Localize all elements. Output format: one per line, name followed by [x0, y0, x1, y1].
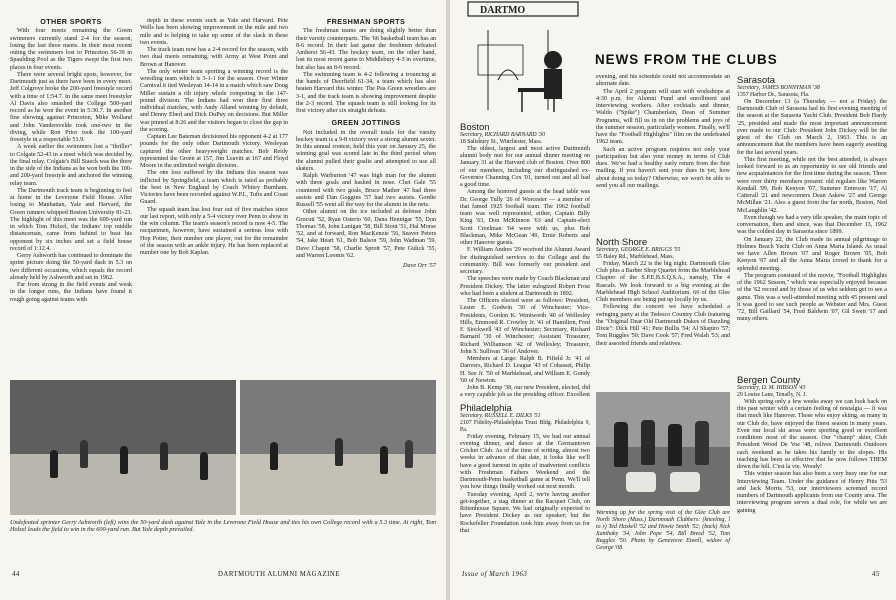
paragraph: This winter season has also been a very busy one for our Interviewing Team. Under the guidance of Henry Pitts '53 and Jack Morris '53, our interviewers screened record numbers of Dartmouth applicants from our County area. The interviewing program serves a dual role, for while we are gaining — [737, 471, 887, 514]
paragraph: F. William Andres '29 received the Alumni Award for distinguished services to the College and the community. Bill was formerly our president and secretary. — [460, 247, 590, 276]
paragraph: With four meets remaining the Green swimmers currently stand 2-4 for the season, losing the last three meets. In their most recent outing the swimmers lost to Princeton 56-39 in Spaulding Pool as the Tigers swept the first two places in four events. — [10, 28, 132, 71]
paragraph: Members at Large: Ralph B. Fifield Jr. '41 of Danvers, Richard D. League '43 of Cohasset, Philip H. See Jr. '50 of Marblehead, and William E. Gundy '60 of Newton. — [460, 356, 590, 384]
philadelphia-secretary: Secretary, RUSSELL E. DILKS '51 — [460, 413, 541, 420]
glee-club-photo — [596, 392, 730, 506]
club-sign: DARTMO — [480, 5, 526, 16]
paragraph: The freshman teams are doing slightly better than their varsity counterparts. The '66 basketball team has an 8-6 record. In their last game the freshmen defeated Amherst 56-43. The hockey team, on the other hand, lost its most recent game to Middlebury 4-3 in overtime, but also has an 8-6 record. — [296, 28, 436, 71]
600-yard-run-photo — [240, 380, 436, 515]
paragraph: The program consisted of the movie, "Football Highlights of the 1962 Season," which was especially enjoyed because of the '62 record and by those of us who seldom get to see a game. This was a well-attended meeting with 45 present and it was good to see such people as Webster and Mrs. Guest '72, Bill Gaillard '54, Fred Baldwin '07, Gil Swett '17 and many others. — [737, 272, 887, 323]
clubhouse-illustration — [458, 0, 588, 118]
paragraph: Friday evening, February 15, we had our annual evening dinner, and dance at the Germantown Cricket Club. As of the time of writing, almost two weeks in advance of that date, it looks like we'll have a good turnout in spite of inadvertent conflicts with Freshman Fathers Weekend and the Dartmouth-Penn basketball game at Penn. We'll tell you how things finally worked out next month. — [460, 433, 590, 491]
paragraph: This first meeting, while not the best attended, is always looked forward to as an opportunity to see old friends and new acquaintances for the first time during the season. There were over thirty members present: old regulars like Warren Kendall '99, Bob Kenyon '07, Summer Emerson '17, Al Catterall '21 and newcomers Dean Askew '27 and George McMillan '21. Also a guest from the far north, Boston, Ned McLaughlin '42. — [737, 156, 887, 214]
photo-caption: Undefeated sprinter Gerry Ashworth (left) wins the 50-yard dash against Yale in the Leverone Field House and ties his own College record with a 5.3 time. At right, Tom Holzel leads the field to win in the 600-yard run. But Yale depth prevailed. — [10, 519, 436, 534]
paragraph: On January 22, the Club made its annual pilgrimage to Holmes Beach Yacht Club on Anna Maria Island. As usual we have Allen Brown '07 and Roger Brown '05, Bob Kenyon '07 and all the Anna Maria crowd to thank for a splendid meeting. — [737, 236, 887, 272]
paragraph: The oldest, largest and most active Dartmouth alumni body met for our annual dinner meeting on January 31 at the Harvard club of Boston. Over 800 of our members, including our distinguished ex-Governor Channing Cox '01, turned out and all had a good time. — [460, 145, 590, 189]
freshman-sports-column — [296, 18, 436, 378]
freshman-sports-heading: FRESHMAN SPORTS — [326, 18, 406, 26]
other-sports-column — [10, 18, 132, 378]
bergen-secretary: Secretary, D. M. HIBSON '45 — [737, 385, 806, 392]
sarasota-heading: Sarasota — [737, 75, 776, 86]
paragraph: depth in these events such as Yale and Harvard. Pete Wells has been showing improvement in the mile and two mile and is helping to take up some of the slack in these two events. — [140, 18, 288, 46]
paragraph: Ralph Warburton '47 was high man for the alumni with three goals and hashed in nose. Chet Gale '55 countered with two goals, Bruce Mather '47 had three assists and Dan Goggins '57 had two assists. Gordie Russell '55 went all the way for the alumni in the nets. — [296, 173, 436, 208]
north-shore-secretary: Secretary, GEORGE E. BRIGGS '55 — [596, 247, 681, 254]
paragraph: The squash team has lost four out of five matches since our last report, with only a 5-4 victory over Penn to show in the win column. The team's season's record is now 4-5. The racquetmen, however, have sustained a serious loss with Hop Potter, their number one player, out for the remainder of the season with an ankle injury. He has been replaced at number one by Bob Kaplan. — [140, 206, 288, 256]
north-shore-column — [596, 236, 730, 386]
paragraph: Gerry Ashworth has continued to dominate the sprint picture doing the 50-yard dash in 5.3 on two different occasions, which equals the record already held by Ashworth and set in 1962. — [10, 253, 132, 281]
paragraph: A week earlier the swimmers lost a "thriller" to Colgate 52-43 in a meet which was decided by the final relay. Colgate's Bill Staeck was the there in the side of the Indians as he won both the 100- and 200-yard freestyle and anchored the winning relay team. — [10, 144, 132, 187]
other-sports-heading: OTHER SPORTS — [40, 18, 102, 26]
paragraph: The April 2 program will start with workshops at 4:30 p.m. for Alumni Fund and enrollment and interviewing workers. After cocktails and dinner, Waldo ("Spike") Chamberlain, Dean of Summer Programs, will fill us in on the problems and joys of the summer session, particularly women. Finally, we'll have the "Football Highlights" film on the undefeated 1962 team. — [596, 88, 730, 146]
paragraph: Following the concert we have scheduled a swinging party at the Tedesco Country Club featuring the "Original Dear Old Dartmouth Dukes of Dazzling Dixie": Dick Hill '41; Pete Bullis '54; Al Shapiro '57; Tom Ruggles '50; Dave Cook '57; Fred Walsh '53; and their assorted friends and relatives. — [596, 304, 730, 347]
paragraph: The swimming team is 4-2 following a trouncing at the hands of Deerfield 61-34, a team which has also beaten Harvard this winter. The Pea Green wrestlers are 3-1, and the track team is showing improvement despite the 2-3 record. The squash team is still looking for its first victory after six straight defeats. — [296, 71, 436, 114]
page-number: 44 — [12, 571, 20, 578]
north-shore-address: 55 Haley Rd., Marblehead, Mass. — [596, 254, 674, 261]
paragraph: On December 13 (a Thursday — not a Friday) the Dartmouth Club of Sarasota had its first evening meeting of the season at the Sarasota Yacht Club. President Bob Hardy '25, presided and made the most important announcement ever made to our Club: President John Dickey will be the guest of the Club on March 2, 1963. This is an announcement that the members have been eagerly awaiting for the last several years. — [737, 98, 887, 156]
paragraph: There were several bright spots, however, for Dartmouth just as there have been in every meet. Jeff Colgrove broke the 200-yard freestyle record with a time of 1:54.7. In the same meet freestyler Al Davis also smashed the College 500-yard record as he won the event in 5:30.7. In another fine showing against Princeton, Mike Wolland and John Vandersvelde took one-two in the diving, while Ron Prior took the 100-yard freestyle in a respectable 51.9. — [10, 71, 132, 143]
left-page — [0, 0, 446, 600]
paragraph: Among the honored guests at the head table was Dr. George Tully '26 of Worcester — a member of that famed 1925 football team. The 1962 football team was well represented, either, Captain Billy King '63, Don McKinnon '63 and Captain-elect Scott Creelman '64 were with us, plus Bob Blackman, Mike McGean '49, Ernie Roberts and other Hanover guests. — [460, 189, 590, 247]
other-sports-column-continued — [140, 18, 288, 378]
green-jottings-heading: GREEN JOTTINGS — [331, 118, 401, 128]
sprint-race-photo — [10, 380, 236, 515]
paragraph: Captain Lee Bateman decisioned his opponent 4-2 at 177 pounds for the only other Dartmouth victory. Wesleyan captured the other heavyweight matches. Bob Reidy represented the Green at 157, Jim Leavitt at 167 and Floyd Moore in the unlimited weight division. — [140, 134, 288, 169]
bergen-county-column — [737, 374, 887, 564]
sarasota-address: 1357 Harbor Dr., Sarasota, Fla. — [737, 92, 810, 99]
paragraph: Even though we had a very idle speaker, the main topic of conversation, then and since, was that December 13, 1962 was the coldest day in Sarasota since 1899. — [737, 214, 887, 236]
news-from-clubs-heading: NEWS FROM THE CLUBS — [595, 52, 778, 67]
paragraph: With spring only a few weeks away we can look back on this past winter with a certain feeling of nostalgia — it was that much like Hanover. Those who enjoy skiing, as many in our Club do, have enjoyed the finest season in many years. Even our local ski areas were sporting good or excellent conditions most of the season. Our "champ" skier, Club President Wood De Voe '48, relives Dartmouth Outdoors each weekend as he takes his family to the slopes. His teaching has been so effective that he now follows THEM down the hill. C'est la vie. Woody! — [737, 398, 887, 471]
paragraph: Far from strong in the field events and weak in the longer runs, the Indians have found it rough going against teams with — [10, 282, 132, 303]
bergen-address: 29 Louise Lane, Tenafly, N. J. — [737, 392, 807, 399]
magazine-title: DARTMOUTH ALUMNI MAGAZINE — [218, 571, 340, 578]
paragraph: The track team now has a 2-4 record for the season, with two dual meets remaining, with Army at West Point and Brown at Hanover. — [140, 47, 288, 68]
philadelphia-address: 2107 Fidelity-Philadelphia Trust Bldg. Philadelphia 9, Pa. — [460, 420, 590, 433]
paragraph: The Dartmouth track team is beginning to feel at home in the Leverone Field House. After losing to Manhattan, Yale and Harvard, the Green runners whipped Boston University 81-23. The highlight of this meet was the 600-yard run in which Tom Holzel, the Indians' top middle distanceman, came from behind to beat his opponent by six inches and set a field house record of 1:12.4. — [10, 187, 132, 252]
philadelphia-heading: Philadelphia — [460, 403, 512, 414]
philadelphia-column — [460, 402, 590, 564]
paragraph: Tuesday evening, April 2, we're having another get-together, a stag dinner at the Racquet Club, on Rittenhouse Square. We had originally expected to have President Dickey as our speaker; but the Rockefeller Foundation took him away from us for that — [460, 491, 590, 534]
page-number: 45 — [872, 571, 880, 578]
paragraph: Other alumni on the ice included at defense John Grocutt '52, Ryan Osterio '60, Dana Hennigar '55, Don Thomas '58, John Lanigan '58, Bill Stout '51, Hal Morse '52, and at forward, Ron MacKenzie '56, Seaver Peters '54, Jake Heart '61, Bob Balson '59, John Wadman '59, Dave Chapin '58, Charlie Sprott '57, Pete Gulick '55, and Warren Loomis '62. — [296, 209, 436, 259]
paragraph: evening, and his schedule could not accommodate an alternate date. — [596, 74, 730, 88]
paragraph: Not included in the overall totals for the varsity hockey team is a 9-8 victory over a strong alumni sextet. In this annual contest, held this year on January 25, the winning goal was scored late in the third period when the alumni pulled their goalie and attempted to use all skaters. — [296, 129, 436, 172]
paragraph: Friday, March 22 is the big night. Dartmouth Glee Club plus a Barber Shop Quartet from the Marblehead Chapter of the S.P.E.B.S.Q.S.A., namely, The 4 Rascals. We look forward to a big evening at the Marblehead High School Auditorium. 66 of the Glee Club members are being put up locally by us. — [596, 260, 730, 304]
philadelphia-continued-column — [596, 74, 730, 234]
sarasota-secretary: Secretary, JAMES BONNYMAN '38 — [737, 85, 820, 92]
glee-club-caption: Warming up for the spring visit of the Glee Club are North Shore (Mass.) Dartmouth Clubbers: (kneeling, l to r) Ted Haskell '52 and Howie Smith '52; (back) Nick Xanthaky '34, John Pope '54, Bill Breed '52, Tom Ruggles '50. Photo by Genevieve Etwell, widow of George '08. — [596, 510, 730, 551]
sarasota-column — [737, 74, 887, 370]
paragraph: Such an active program requires not only your participation but also your money in terms of Club dues. We've had a healthy early return from the first mailing. If you haven't sent your dues in yet, how about doing so today? Otherwise, we won't be able to send you all our mailings. — [596, 146, 730, 189]
author-signature: Dave Orr '57 — [403, 262, 436, 269]
paragraph: The speeches were made by Coach Blackman and President Dickey. The latter eulogized Robert Frost who had been a student at Dartmouth in 1892. — [460, 276, 590, 297]
paragraph: The only winter team sporting a winning record is the wrestling team which is 3-1-1 for the season. Over Winter Carnival it tied Wesleyan 14-14 in a match which saw Doug Miller sustain a rib injury whole competing in the 147-pound division. The Indians had won their first three individual matches, with Andy Alland winning by default, and Denny Eberl and Dick DuPuy on decisions. But Miller was pinned at 8:26 and the visitors began to close the gap in the scoring. — [140, 68, 288, 133]
north-shore-heading: North Shore — [596, 237, 648, 248]
paragraph: The one loss suffered by the Indians this season was inflicted by Springfield, a team which is rated as probably the best in New England by Coach Whitey Burnham. Victories have been recorded against W.P.I., Tufts and Coast Guard. — [140, 170, 288, 206]
issue-date: Issue of March 1963 — [462, 571, 528, 578]
boston-column — [460, 121, 590, 399]
paragraph: The Officers elected were as follows: President, Lester E. Godwin '30 of Winchester; Vice-Presidents, Gordon K. Wentworth '40 of Wellesley Hills, Emmond R. Crowley Jr. '41 of Hamilton, Fred F. Stockwell '43 of Winchester; Secretary, Richard Barnard '30 of Winchester; Assistant Treasurer, Richard Williamson '42 of Wellesley; Treasurer, John S. Sullivan '36 of Andover. — [460, 298, 590, 355]
boston-secretary: Secretary, RICHARD BARNARD '30 — [460, 132, 546, 139]
bergen-county-heading: Bergen County — [737, 375, 801, 386]
paragraph: John B. Kemp '38, our new President, elected, did a very capable job as the presiding officer. Excellent — [460, 385, 590, 399]
boston-heading: Boston — [460, 122, 490, 133]
boston-address: 18 Salisbury St., Winchester, Mass. — [460, 139, 543, 146]
